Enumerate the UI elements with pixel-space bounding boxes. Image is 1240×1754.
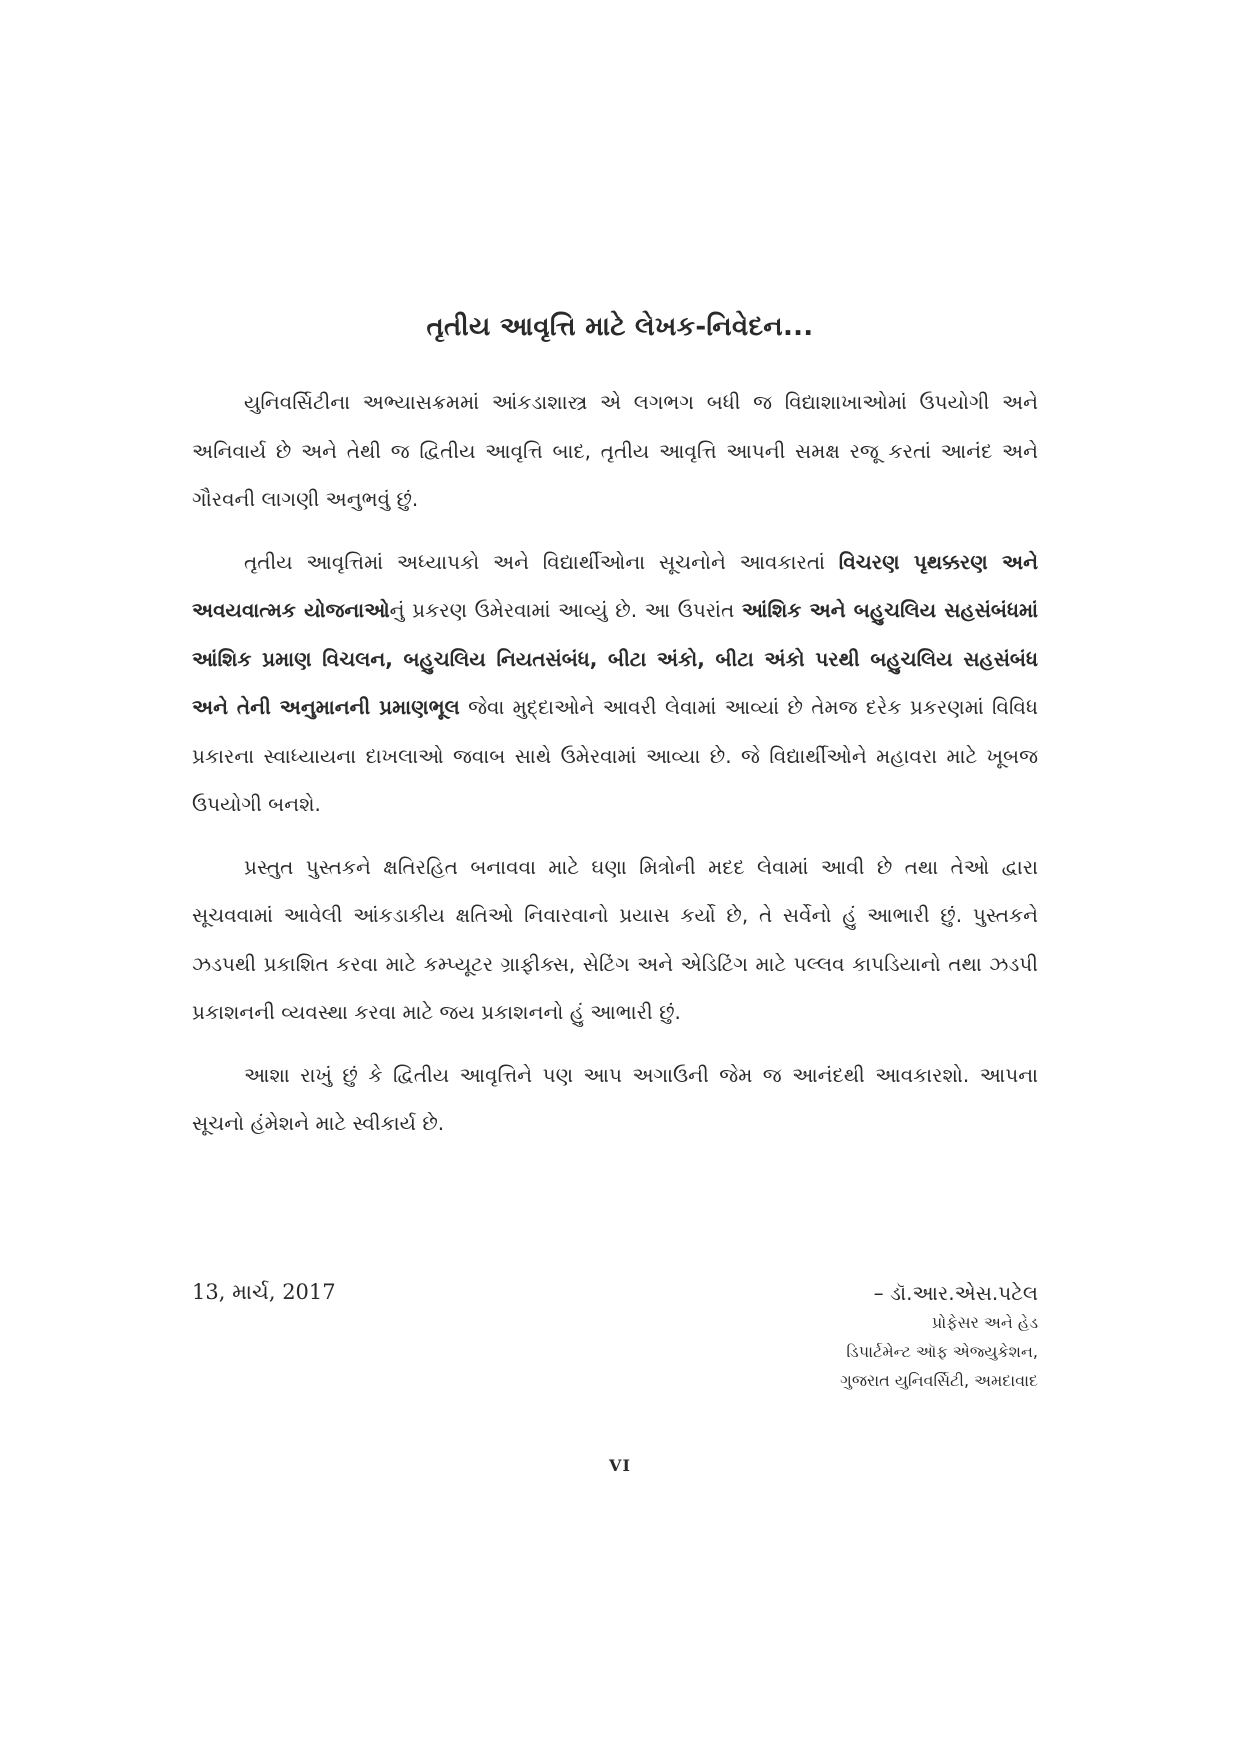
- paragraph-new-additions: [192, 538, 1038, 829]
- paragraph-text: નું પ્રકરણ ઉમેરવામાં આવ્યું છે. આ ઉપરાંત: [389, 598, 742, 622]
- author-title: પ્રોફેસર અને હેડ: [931, 1313, 1038, 1332]
- paragraph-acknowledgements: પ્રસ્તુત પુસ્તકને ક્ષતિરહિત બનાવવા માટે ઘણા મિત્રોની મદદ લેવામાં આવી છે તથા તેઓ દ્વારા સૂચવવામાં આવેલી આંકડાકીય ક્ષતિઓ નિવારવાનો પ્રયાસ કર્યો છે, તે સર્વેનો હું આભારી છું. પુસ્તકને ઝડપથી પ્રકાશિત કરવા માટે કમ્પ્યૂટર ગ્રાફીક્સ, સેટિંગ અને એડિટિંગ માટે પલ્લવ કાપડિયાનો તથા ઝડપી પ્રકાશનની વ્યવસ્થા કરવા માટે જય પ્રકાશનનો હું આભારી છું.: [192, 854, 1038, 1024]
- author-institution: ગુજરાત યુનિવર્સિટી, અમદાવાદ: [840, 1371, 1038, 1390]
- author-department: ડિપાર્ટમેન્ટ ઑફ એજ્યુકેશન,: [846, 1342, 1038, 1361]
- paragraph-text: તૃતીય આવૃત્તિમાં અધ્યાપકો અને વિદ્યાર્થીઓના સૂચનોને આવકારતાં: [244, 549, 839, 574]
- bold-topic-anova: વિચરણ પૃથક્કરણ અને અવયવાત્મક યોજનાઓ: [192, 549, 1038, 622]
- paragraph-intro: યુનિવર્સિટીના અભ્યાસક્રમમાં આંકડાશાસ્ત્ર એ લગભગ બધી જ વિદ્યાશાખાઓમાં ઉપયોગી અને અનિવાર્ય છે અને તેથી જ દ્વિતીય આવૃત્તિ બાદ, તૃતીય આવૃત્તિ આપની સમક્ષ રજૂ કરતાં આનંદ અને ગૌરવની લાગણી અનુભવું છું.: [192, 390, 1038, 511]
- author-name: – ડૉ.આર.એસ.પટેલ: [873, 1281, 1038, 1305]
- paragraph-text: જેવા મુદ્દાઓને આવરી લેવામાં આવ્યાં છે તેમજ દરેક પ્રકરણમાં વિવિધ પ્રકારના સ્વાધ્યાયના દાખલાઓ જવાબ સાથે ઉમેરવામાં આવ્યા છે. જે વિદ્યાર્થીઓને મહાવરા માટે ખૂબજ ઉપયોગી બનશે.: [192, 695, 1038, 816]
- bold-topic-correlation: આંશિક અને બહુચલિય સહસંબંધમાં આંશિક પ્રમાણ વિચલન, બહુચલિય નિયતસંબંધ, બીટા અંકો, બીટા અંકો પરથી બહુચલિય સહસંબંધ અને તેની અનુમાનની પ્રમાણભૂલ: [192, 598, 1038, 719]
- date: 13, માર્ચ, 2017: [192, 1280, 336, 1304]
- paragraph-closing: આશા રાખું છું કે દ્વિતીય આવૃત્તિને પણ આપ અગાઉની જેમ જ આનંદથી આવકારશો. આપના સૂચનો હંમેશને માટે સ્વીકાર્ય છે.: [192, 1062, 1038, 1135]
- page-number: VI: [609, 1456, 631, 1475]
- page-title: તૃતીય આવૃત્તિ માટે લેખક-નિવેદન...: [426, 312, 814, 342]
- author-signature-block: [840, 1278, 1038, 1395]
- preface-body: [192, 378, 1038, 1162]
